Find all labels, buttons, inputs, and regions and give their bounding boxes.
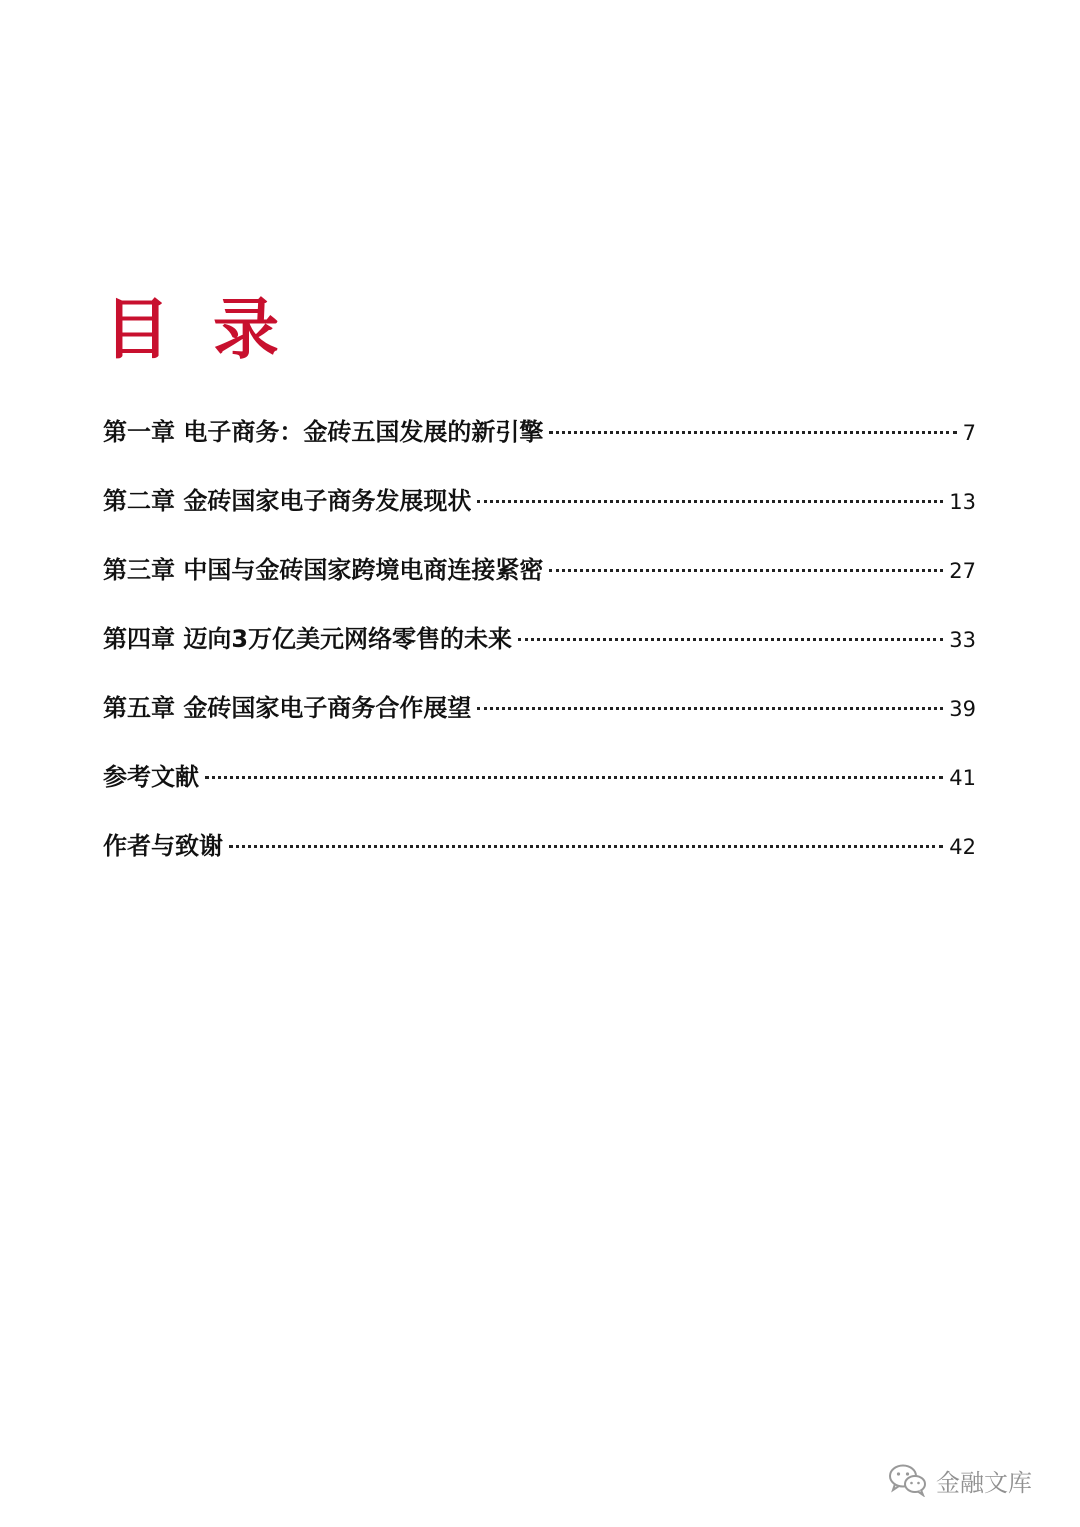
toc-entry-label: 第二章 金砖国家电子商务发展现状 (103, 487, 472, 515)
wechat-icon (888, 1463, 928, 1497)
toc-entry-page: 33 (949, 628, 976, 652)
toc-entry-chapter-3[interactable] (103, 550, 976, 619)
toc-entry-chapter-2[interactable] (103, 481, 976, 550)
dot-leader (477, 500, 943, 503)
watermark (888, 1458, 1032, 1502)
toc-list (103, 412, 976, 895)
toc-entry-label: 第三章 中国与金砖国家跨境电商连接紧密 (103, 556, 544, 584)
toc-entry-label: 第四章 迈向3万亿美元网络零售的未来 (103, 625, 513, 653)
dot-leader (229, 845, 943, 848)
dot-leader (549, 431, 956, 434)
toc-entry-label: 作者与致谢 (103, 832, 223, 860)
toc-entry-page: 7 (962, 421, 976, 445)
toc-entry-label: 第五章 金砖国家电子商务合作展望 (103, 694, 472, 722)
dot-leader (518, 638, 943, 641)
toc-entry-page: 42 (949, 835, 976, 859)
dot-leader (205, 776, 943, 779)
toc-entry-chapter-4[interactable] (103, 619, 976, 688)
toc-entry-page: 13 (949, 490, 976, 514)
toc-entry-page: 41 (949, 766, 976, 790)
watermark-text: 金融文库 (936, 1468, 1032, 1497)
toc-entry-chapter-1[interactable] (103, 412, 976, 481)
toc-entry-references[interactable] (103, 757, 976, 826)
dot-leader (549, 569, 943, 572)
dot-leader (477, 707, 943, 710)
toc-entry-label: 第一章 电子商务：金砖五国发展的新引擎 (103, 418, 544, 446)
toc-entry-label: 参考文献 (103, 763, 199, 791)
toc-entry-authors[interactable] (103, 826, 976, 895)
toc-entry-chapter-5[interactable] (103, 688, 976, 757)
toc-entry-page: 39 (949, 697, 976, 721)
toc-title: 目 录 (104, 291, 289, 368)
toc-entry-page: 27 (949, 559, 976, 583)
